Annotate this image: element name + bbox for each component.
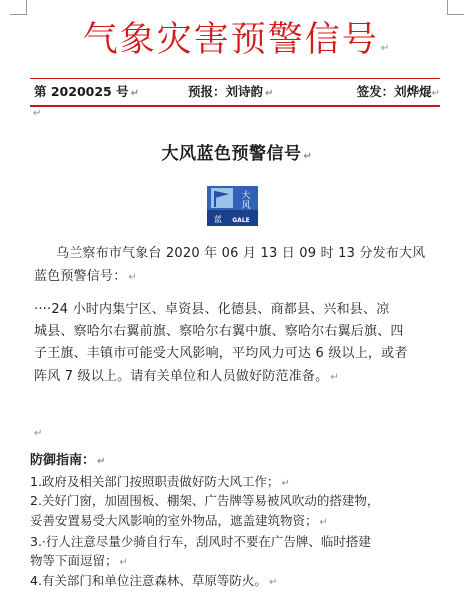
guide-item-4: 4.有关部门和单位注意森林、草原等防火。 ↵	[30, 573, 278, 588]
document-header-title: 气象灾害预警信号	[82, 20, 379, 60]
issue-line-1: 乌兰察布市气象台 2020 年 06 月 13 日 09 时 13 分发布大风	[56, 246, 426, 261]
forecaster-field: 预报：刘诗韵 ↵	[188, 84, 274, 99]
guide-title: 防御指南： ↵	[30, 453, 106, 468]
guide-item-2-line-1: 2.关好门窗，加固围板、棚架、广告牌等易被风吹动的搭建物，	[30, 493, 380, 508]
paragraph-mark-icon: ↵	[319, 517, 328, 528]
paragraph-mark-icon: ↵	[268, 577, 278, 588]
paragraph-mark-icon: ↵	[265, 88, 274, 99]
paragraph-mark-icon: ↵	[119, 557, 128, 568]
margin-corner-mark-left	[10, 0, 27, 15]
margin-corner-mark-right	[447, 0, 464, 15]
alert-title: 大风蓝色预警信号 ↵	[161, 144, 313, 164]
guide-item-1: 1.政府及相关部门按照职责做好防大风工作； ↵	[30, 474, 290, 489]
detail-line-4: 阵风 7 级以上。请有关单位和人员做好防范准备。 ↵	[34, 369, 339, 384]
document-header	[0, 14, 474, 75]
issue-line-2: 蓝色预警信号： ↵	[34, 269, 137, 284]
signal-char-top: 大	[241, 191, 251, 201]
signal-char-bottom: 风	[241, 201, 251, 211]
paragraph-mark-icon: ↵	[128, 272, 137, 283]
detail-line-1: ····24 小时内集宁区、卓资县、化德县、商都县、兴和县、凉	[34, 302, 390, 317]
paragraph-mark-icon: ↵	[330, 372, 339, 383]
guide-item-3-line-1: 3.·行人注意尽量少骑自行车，刮风时不要在广告牌、临时搭建	[30, 534, 371, 549]
paragraph-mark-icon: ↵	[34, 428, 43, 439]
paragraph-mark-icon: ↵	[97, 456, 106, 467]
signal-level-char: 蓝	[214, 215, 222, 224]
signal-english-label: GALE	[232, 217, 250, 224]
detail-line-2: 城县、察哈尔右翼前旗、察哈尔右翼中旗、察哈尔右翼后旗、四	[34, 324, 404, 339]
paragraph-mark-icon: ↵	[33, 108, 42, 119]
guide-item-3-line-2: 物等下面逗留； ↵	[30, 553, 128, 568]
paragraph-mark-icon: ↵	[281, 478, 290, 489]
paragraph-mark-icon: ↵	[130, 88, 139, 99]
issuer-field: 签发：刘烨焜↵	[356, 84, 440, 99]
detail-line-3: 子王旗、丰镇市可能受大风影响，平均风力可达 6 级以上，或者	[34, 346, 408, 361]
document-number: 第 2020025 号 ↵	[34, 84, 139, 99]
paragraph-mark-icon: ↵	[431, 88, 440, 99]
paragraph-mark-icon: ↵	[303, 151, 313, 162]
info-row	[30, 78, 440, 107]
paragraph-mark-icon: ↵	[380, 43, 392, 54]
guide-item-2-line-2: 妥善安置易受大风影响的室外物品，遮盖建筑物资； ↵	[30, 513, 328, 528]
gale-blue-signal-icon	[206, 185, 259, 227]
